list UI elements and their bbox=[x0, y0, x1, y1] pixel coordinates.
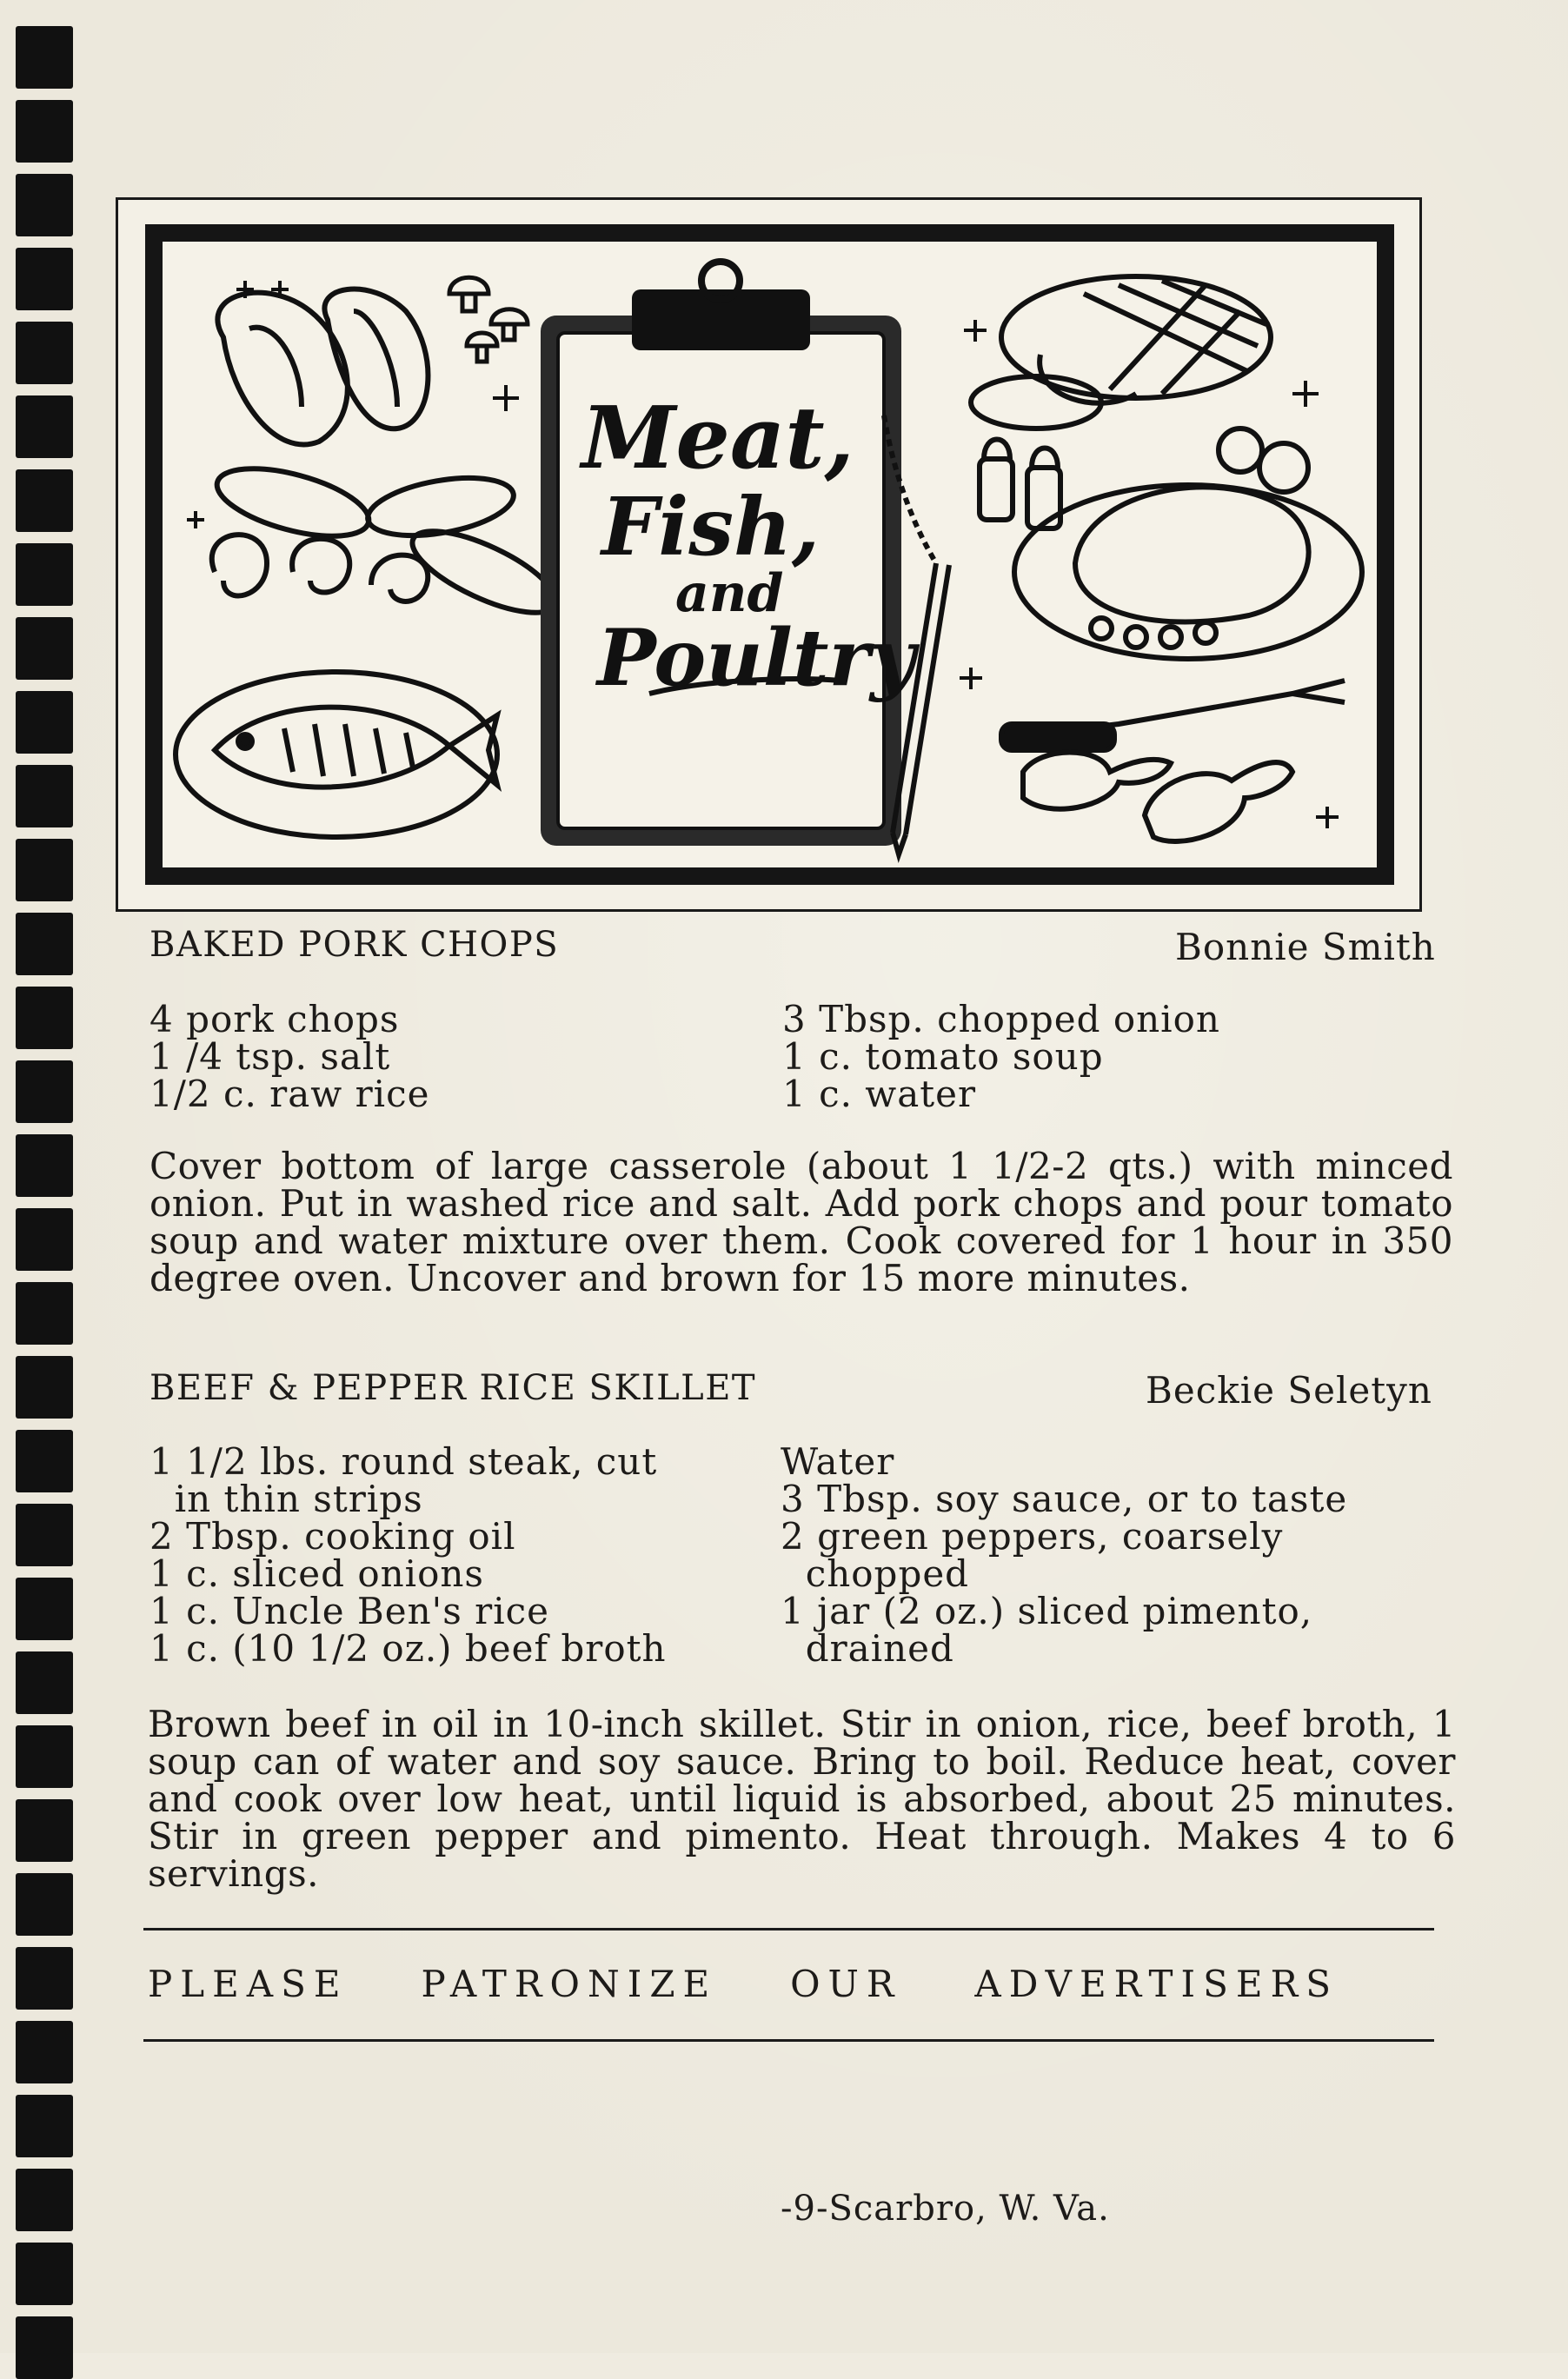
binding-hole bbox=[16, 543, 73, 606]
fish-platter-icon bbox=[176, 672, 497, 837]
binding-hole bbox=[16, 2169, 73, 2231]
binding-hole bbox=[16, 1947, 73, 2010]
recipe-2-ingredient: 1 c. Uncle Ben's rice bbox=[149, 1590, 550, 1632]
binding-hole bbox=[16, 1356, 73, 1419]
recipe-2-ingredient: 1 1/2 lbs. round steak, cut bbox=[149, 1440, 658, 1483]
shrimp-icon bbox=[212, 535, 428, 601]
recipe-2-ingredient: 1 c. sliced onions bbox=[149, 1552, 484, 1595]
recipe-1-directions: Cover bottom of large casserole (about 1 1/2-2 qts.) with minced onion. Put in washed rice and salt. Add pork chops and pour tomato soup and water mixture over them. Cook covered for 1 hour in 350 degree oven. Uncover and brown for 15 more minutes. bbox=[149, 1145, 1453, 1299]
recipe-1-ingredient: 4 pork chops bbox=[149, 998, 400, 1040]
clipboard-line-2: Fish, bbox=[601, 480, 820, 574]
binding-hole bbox=[16, 469, 73, 532]
binding-hole bbox=[16, 1725, 73, 1788]
banner-word: PATRONIZE bbox=[421, 1963, 718, 2005]
binding-hole bbox=[16, 1578, 73, 1640]
salt-pepper-shakers-icon bbox=[980, 440, 1060, 529]
clipboard-line-3: and bbox=[675, 563, 784, 624]
pickles-icon bbox=[210, 455, 566, 628]
binding-hole bbox=[16, 2021, 73, 2083]
recipe-1-ingredient: 1/2 c. raw rice bbox=[149, 1073, 430, 1115]
binding-hole bbox=[16, 2316, 73, 2379]
binding-hole bbox=[16, 617, 73, 680]
recipe-2-title: BEEF & PEPPER RICE SKILLET bbox=[149, 1368, 757, 1408]
recipe-1-ingredient: 3 Tbsp. chopped onion bbox=[782, 998, 1220, 1040]
binding-hole bbox=[16, 1430, 73, 1492]
mushrooms-icon bbox=[449, 277, 528, 362]
binding-hole bbox=[16, 1504, 73, 1566]
binding-hole bbox=[16, 26, 73, 89]
recipe-2-ingredient: 1 c. (10 1/2 oz.) beef broth bbox=[149, 1627, 667, 1670]
recipe-2-ingredient: 1 jar (2 oz.) sliced pimento, bbox=[781, 1590, 1313, 1632]
recipe-2-author: Beckie Seletyn bbox=[1146, 1369, 1432, 1412]
binding-hole bbox=[16, 765, 73, 827]
binding-hole bbox=[16, 2095, 73, 2157]
recipe-2-directions: Brown beef in oil in 10-inch skillet. Stir in onion, rice, beef broth, 1 soup can of water and soy sauce. Bring to boil. Reduce heat, cover and cook over low heat, until liquid is absorbed, about 25 minutes. Stir in green pepper and pimento. Heat through. Makes 4 to 6 servings. bbox=[148, 1703, 1456, 1895]
recipe-2-ingredient: 2 Tbsp. cooking oil bbox=[149, 1515, 516, 1558]
binding-hole bbox=[16, 100, 73, 163]
banner-word: PLEASE bbox=[148, 1963, 349, 2005]
recipe-2-ingredient: 2 green peppers, coarsely bbox=[781, 1515, 1284, 1558]
binding-hole bbox=[16, 322, 73, 384]
binding-hole bbox=[16, 395, 73, 458]
recipe-2-ingredient: in thin strips bbox=[149, 1478, 423, 1520]
binding-hole bbox=[16, 1873, 73, 1936]
binding-hole bbox=[16, 1799, 73, 1862]
carving-fork-icon bbox=[1001, 681, 1345, 750]
page-footer: -9-Scarbro, W. Va. bbox=[781, 2189, 1110, 2229]
binding-hole bbox=[16, 913, 73, 975]
binding-hole bbox=[16, 1060, 73, 1123]
recipe-2-ingredient: Water bbox=[781, 1440, 895, 1483]
binding-hole bbox=[16, 839, 73, 901]
binding-hole bbox=[16, 1282, 73, 1345]
binding-hole bbox=[16, 1134, 73, 1197]
clipboard-line-1: Meat, bbox=[581, 389, 854, 488]
meat-fish-poultry-illustration bbox=[163, 242, 1377, 867]
recipe-1-ingredient: 1 c. water bbox=[782, 1073, 977, 1115]
binding-hole bbox=[16, 2243, 73, 2305]
banner-rule-top bbox=[143, 1928, 1434, 1930]
recipe-1-ingredient: 1 /4 tsp. salt bbox=[149, 1035, 391, 1078]
illustration bbox=[145, 224, 1394, 885]
binding-hole bbox=[16, 987, 73, 1049]
advertisers-banner bbox=[148, 1963, 1339, 2005]
drumsticks-icon bbox=[1023, 753, 1292, 841]
ham-icon bbox=[971, 276, 1271, 429]
recipe-2-ingredient: chopped bbox=[781, 1552, 970, 1595]
binding-hole bbox=[16, 1208, 73, 1271]
binding-hole bbox=[16, 691, 73, 754]
banner-rule-bottom bbox=[143, 2039, 1434, 2042]
recipe-1-ingredient: 1 c. tomato soup bbox=[782, 1035, 1104, 1078]
recipe-2-ingredient: drained bbox=[781, 1627, 954, 1670]
binding-hole bbox=[16, 1651, 73, 1714]
spiral-binding bbox=[0, 0, 78, 2353]
recipe-1-author: Bonnie Smith bbox=[1175, 926, 1436, 968]
banner-word: OUR bbox=[790, 1963, 902, 2005]
recipe-1-title: BAKED PORK CHOPS bbox=[149, 925, 560, 965]
recipe-2-ingredient: 3 Tbsp. soy sauce, or to taste bbox=[781, 1478, 1348, 1520]
binding-hole bbox=[16, 174, 73, 236]
oysters-icon bbox=[217, 289, 428, 445]
clipboard-line-4: Poultry bbox=[597, 612, 916, 704]
binding-hole bbox=[16, 248, 73, 310]
roast-chicken-icon bbox=[1014, 429, 1362, 659]
banner-word: ADVERTISERS bbox=[974, 1963, 1339, 2005]
